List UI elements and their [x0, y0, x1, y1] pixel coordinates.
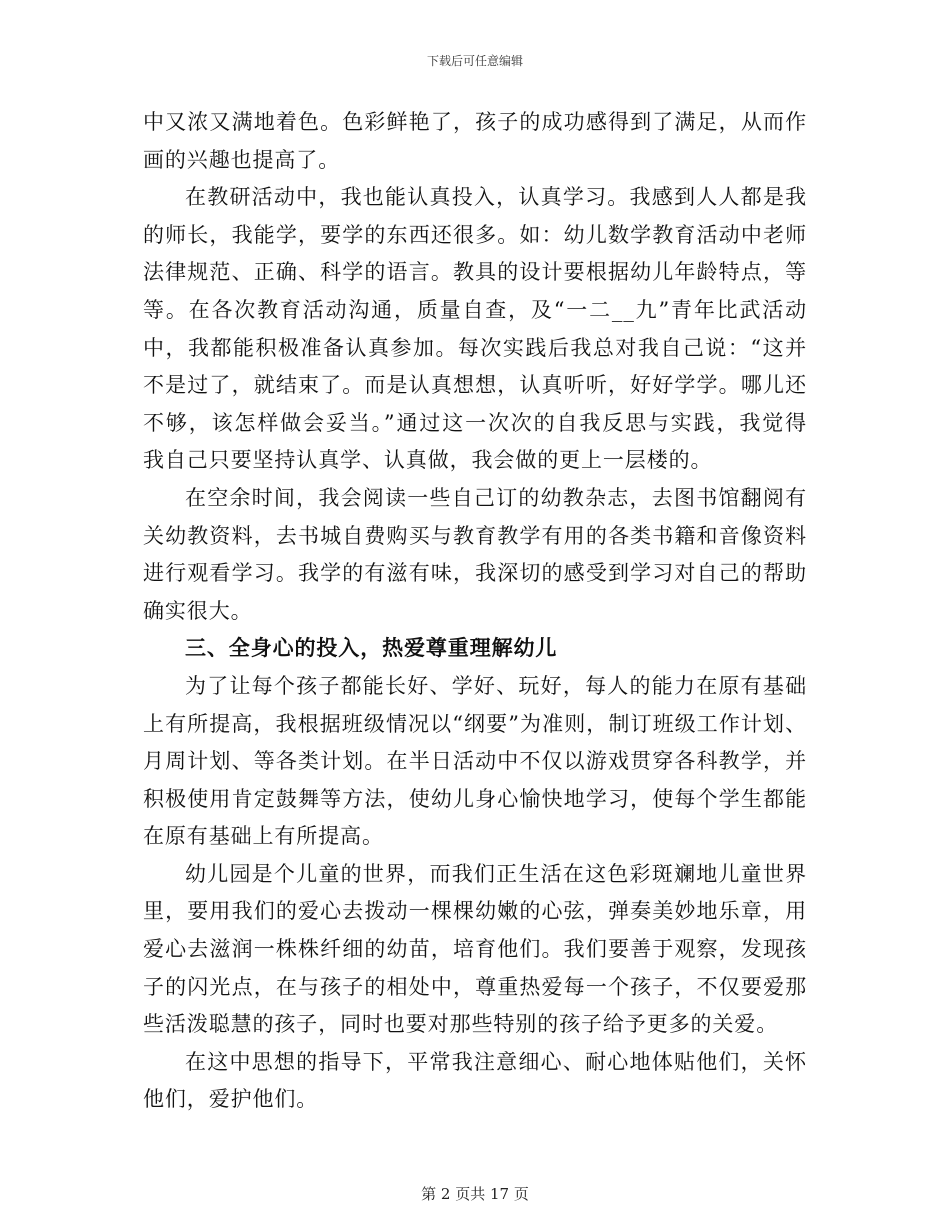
text-line: 关幼教资料，去书城自费购买与教育教学有用的各类书籍和音像资料 [143, 523, 807, 548]
page-header: 下载后可任意编辑 [426, 54, 523, 68]
paragraph-start-line: 幼儿园是个儿童的世界，而我们正生活在这色彩斑斓地儿童世界 [185, 861, 807, 886]
paragraph-start-line: 在这中思想的指导下，平常我注意细心、耐心地体贴他们，关怀 [185, 1049, 807, 1074]
text-line: 进行观看学习。我学的有滋有味，我深切的感受到学习对自己的帮助 [143, 561, 807, 586]
text-line: 积极使用肯定鼓舞等方法，使幼儿身心愉快地学习，使每个学生都能 [143, 786, 807, 811]
text-line: 法律规范、正确、科学的语言。教具的设计要根据幼儿年龄特点，等 [143, 260, 807, 285]
document-body [143, 104, 807, 1119]
text-line: 在原有基础上有所提高。 [143, 824, 384, 849]
text-line: 爱心去滋润一株株纤细的幼苗，培育他们。我们要善于观察，发现孩 [143, 937, 807, 962]
text-line: 不是过了，就结束了。而是认真想想，认真听听，好好学学。哪儿还 [143, 373, 807, 398]
text-line: 的师长，我能学，要学的东西还很多。如：幼儿数学教育活动中老师 [143, 222, 807, 247]
text-line: 等。在各次教育活动沟通，质量自查，及“一二__九”青年比武活动 [143, 297, 807, 322]
text-line: 些活泼聪慧的孩子，同时也要对那些特别的孩子给予更多的关爱。 [143, 1012, 779, 1037]
text-line: 画的兴趣也提高了。 [143, 147, 341, 172]
text-line: 确实很大。 [143, 598, 253, 623]
text-line: 中，我都能积极准备认真参加。每次实践后我总对我自己说：“这并 [143, 335, 807, 360]
text-line: 中又浓又满地着色。色彩鲜艳了，孩子的成功感得到了满足，从而作 [143, 110, 807, 134]
text-line: 子的闪光点，在与孩子的相处中，尊重热爱每一个孩子，不仅要爱那 [143, 974, 807, 999]
text-line: 他们，爱护他们。 [143, 1087, 319, 1112]
section-heading: 三、全身心的投入，热爱尊重理解幼儿 [185, 636, 558, 661]
text-line: 不够，该怎样做会妥当。”通过这一次次的自我反思与实践，我觉得 [143, 410, 807, 435]
paragraph-start-line: 在教研活动中，我也能认真投入，认真学习。我感到人人都是我 [185, 185, 807, 210]
text-line: 上有所提高，我根据班级情况以“纲要”为准则，制订班级工作计划、 [143, 711, 807, 736]
text-line: 里，要用我们的爱心去拨动一棵棵幼嫩的心弦，弹奏美妙地乐章，用 [143, 899, 807, 924]
page-number-footer: 第 2 页共 17 页 [421, 1185, 529, 1203]
text-line: 月周计划、等各类计划。在半日活动中不仅以游戏贯穿各科教学，并 [143, 749, 807, 774]
paragraph-start-line: 为了让每个孩子都能长好、学好、玩好，每人的能力在原有基础 [185, 673, 807, 698]
text-line: 我自己只要坚持认真学、认真做，我会做的更上一层楼的。 [143, 448, 713, 473]
paragraph-start-line: 在空余时间，我会阅读一些自己订的幼教杂志，去图书馆翻阅有 [185, 485, 807, 510]
